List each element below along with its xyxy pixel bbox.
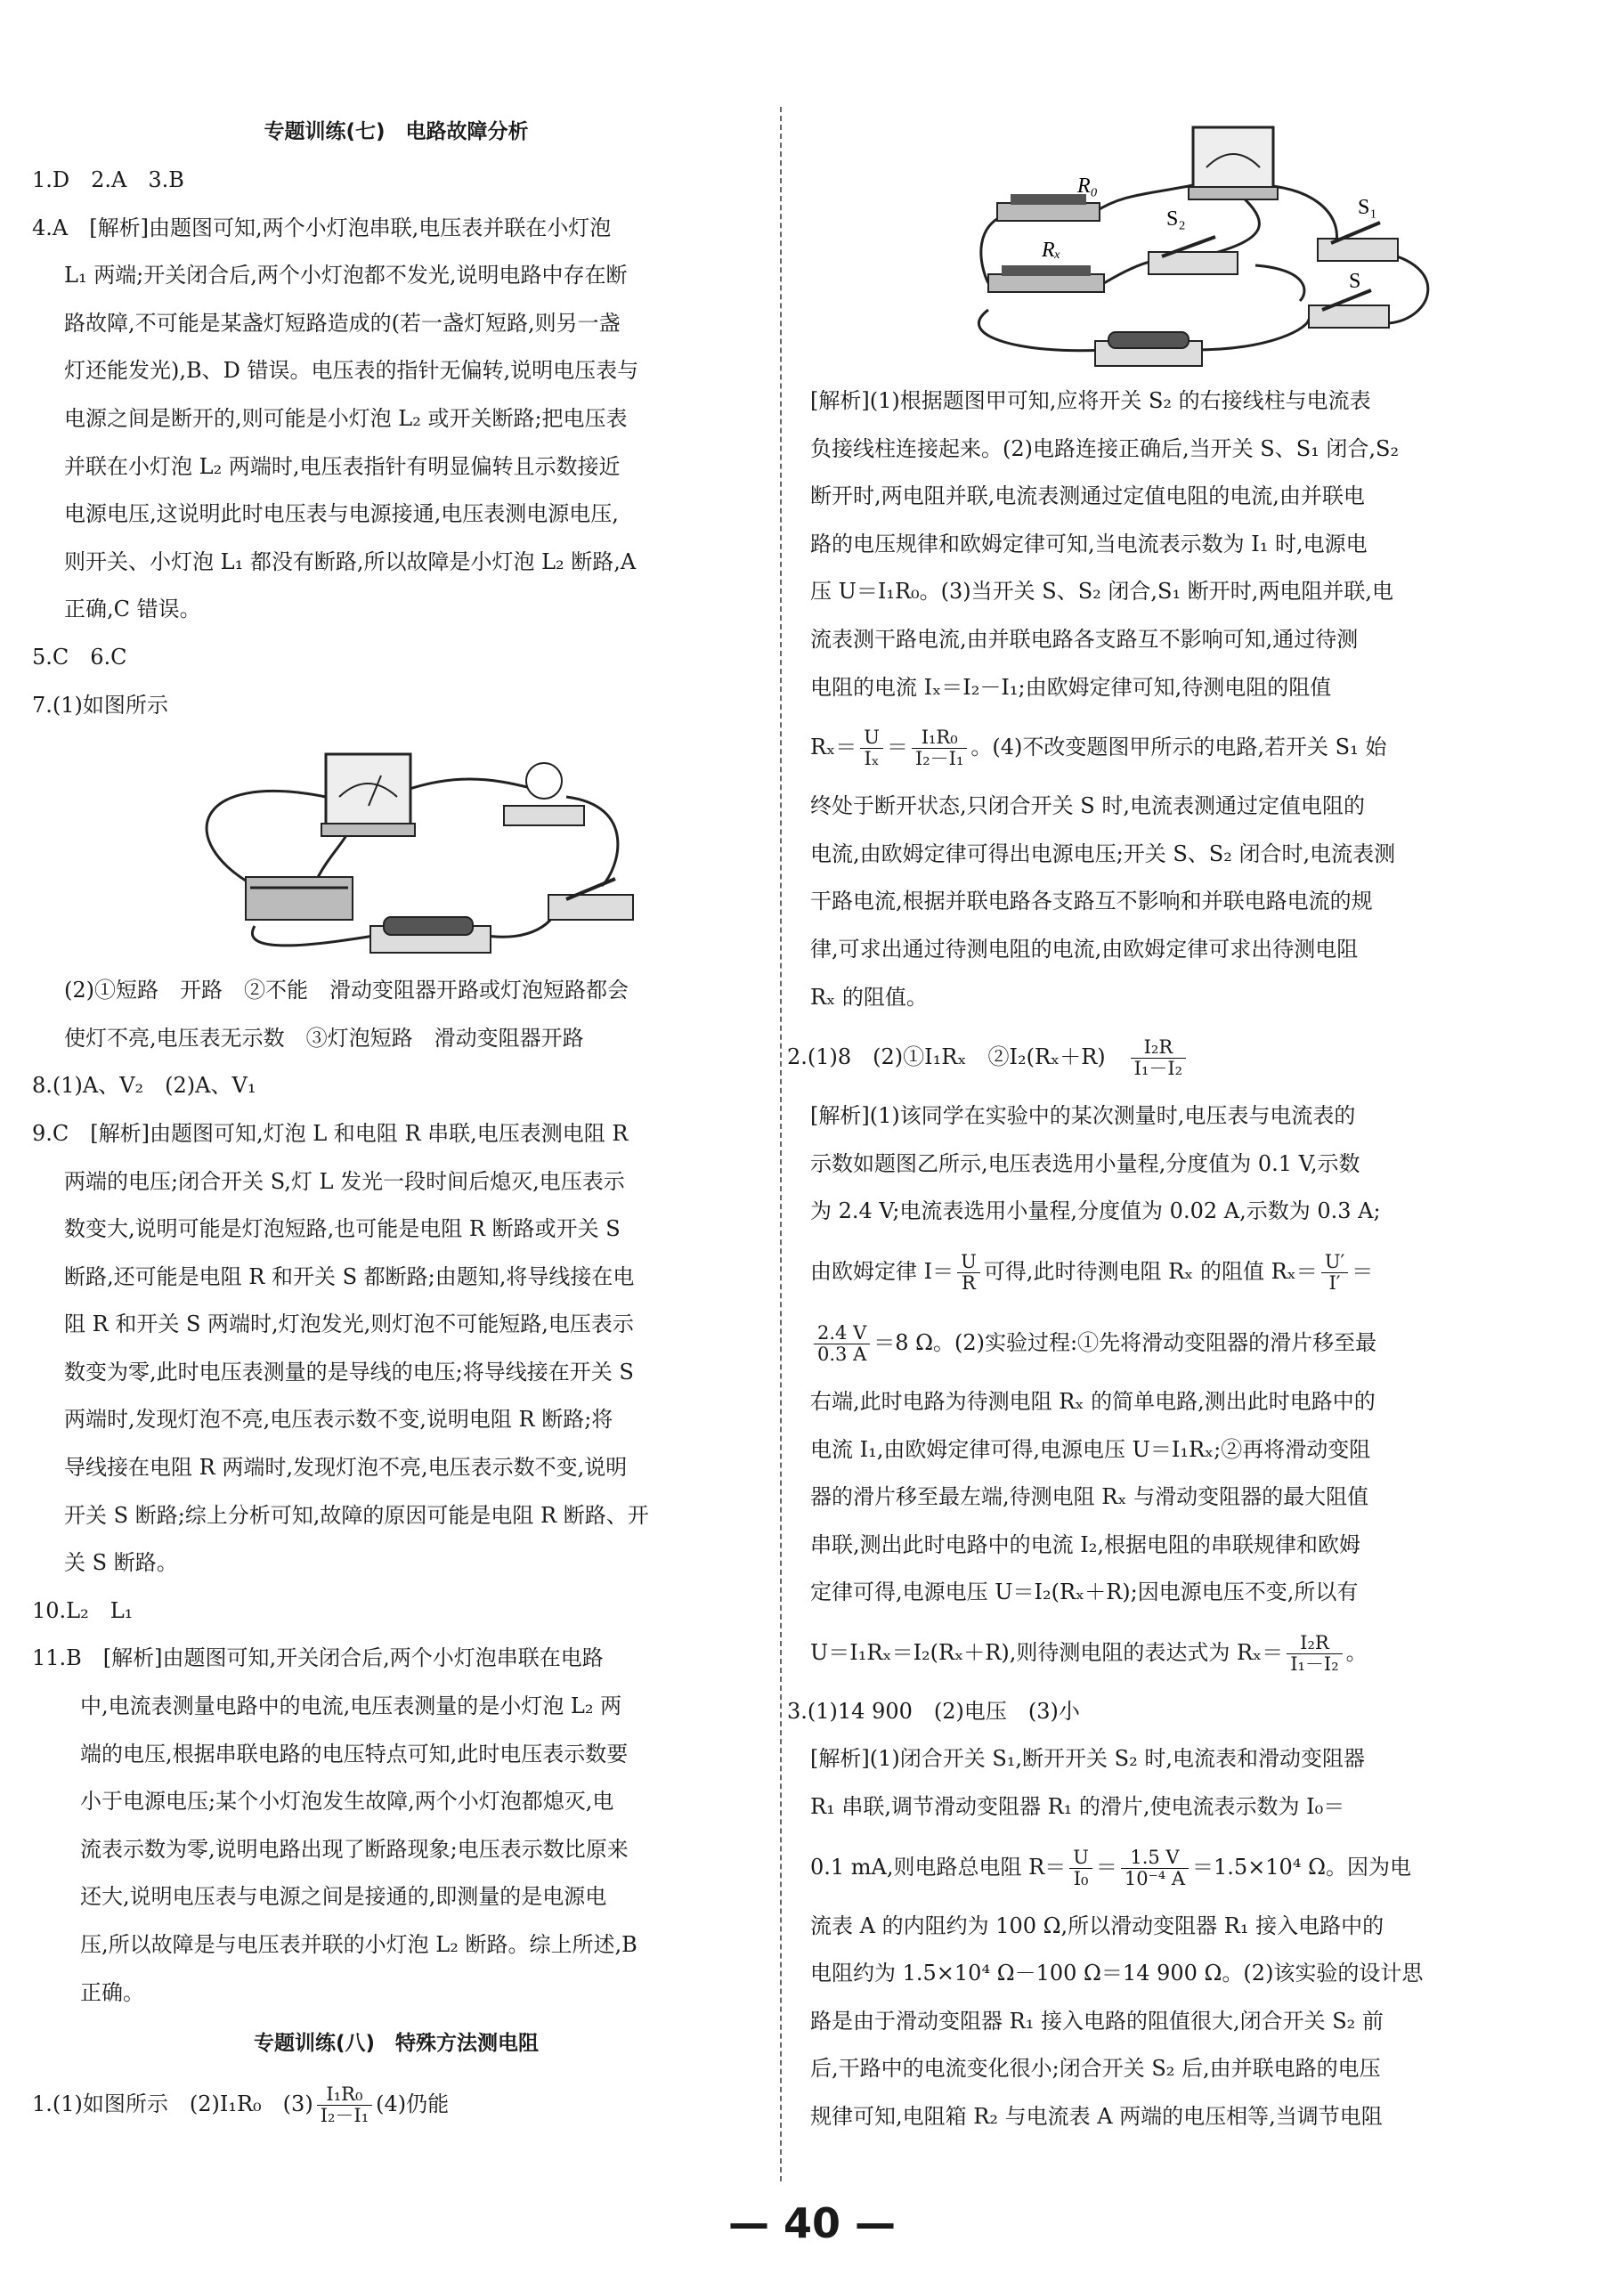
answer-line: L₁ 两端;开关闭合后,两个小灯泡都不发光,说明电路中存在断 bbox=[64, 263, 628, 288]
answer-line bbox=[810, 1307, 1505, 1378]
answer-line: 路是由于滑动变阻器 R₁ 接入电路的阻值很大,闭合开关 S₂ 前 bbox=[810, 2008, 1384, 2034]
answer-text: ＝ bbox=[1352, 1258, 1374, 1284]
answer-line: 电源电压,这说明此时电压表与电源接通,电压表测电源电压, bbox=[64, 501, 619, 527]
circuit-figure-special bbox=[810, 114, 1505, 372]
fraction-numerator: U′ bbox=[1321, 1252, 1348, 1273]
fraction-denominator: I′ bbox=[1328, 1271, 1341, 1294]
answer-line bbox=[810, 1831, 1505, 1903]
fraction-denominator: R bbox=[962, 1271, 976, 1294]
answer-line: 压,所以故障是与电压表并联的小灯泡 L₂ 断路。综上所述,B bbox=[80, 1932, 637, 1957]
answer-line: 路的电压规律和欧姆定律可知,当电流表示数为 I₁ 时,电源电 bbox=[810, 531, 1368, 556]
fraction bbox=[1069, 1848, 1092, 1889]
answer-line: 示数如题图乙所示,电压表选用小量程,分度值为 0.1 V,示数 bbox=[810, 1150, 1360, 1176]
answer-line: [解析](1)闭合开关 S₁,断开开关 S₂ 时,电流表和滑动变阻器 bbox=[810, 1746, 1365, 1772]
answer-line: 流表测干路电流,由并联电路各支路互不影响可知,通过待测 bbox=[810, 626, 1359, 652]
fraction bbox=[1121, 1848, 1189, 1889]
answer-line: 断开时,两电阻并联,电流表测通过定值电阻的电流,由并联电 bbox=[810, 483, 1365, 509]
answer-line bbox=[810, 1236, 1505, 1307]
answer-line bbox=[787, 1021, 1505, 1092]
answer-line: 还大,说明电压表与电源之间是接通的,即测量的是电源电 bbox=[80, 1884, 607, 1910]
label-s1: S₁ bbox=[1358, 196, 1377, 219]
fraction bbox=[1321, 1252, 1348, 1294]
answer-line: 律,可求出通过待测电阻的电流,由欧姆定律可求出待测电阻 bbox=[810, 936, 1359, 962]
answer-line: 数变大,说明可能是灯泡短路,也可能是电阻 R 断路或开关 S bbox=[64, 1216, 621, 1242]
answer-text: (4)仍能 bbox=[376, 2091, 450, 2117]
fraction-numerator: I₂R bbox=[1131, 1037, 1186, 1059]
answer-line: 后,干路中的电流变化很小;闭合开关 S₂ 后,由并联电路的电压 bbox=[810, 2056, 1381, 2082]
circuit-diagram-q7 bbox=[32, 735, 760, 962]
answer-text: 1.(1)如图所示 (2)I₁R₀ (3) bbox=[32, 2091, 313, 2117]
answer-line: 4.A [解析]由题图可知,两个小灯泡串联,电压表并联在小灯泡 bbox=[32, 215, 612, 240]
answer-text: U＝I₁Rₓ＝I₂(Rₓ＋R),则待测电阻的表达式为 Rₓ＝ bbox=[810, 1639, 1284, 1665]
answer-line: 8.(1)A、V₂ (2)A、V₁ bbox=[32, 1073, 256, 1099]
fraction-denominator: I₂－I₁ bbox=[914, 748, 964, 770]
fraction-numerator: I₁R₀ bbox=[317, 2084, 372, 2106]
answer-line: 串联,测出此时电路中的电流 I₂,根据电阻的串联规律和欧姆 bbox=[810, 1531, 1360, 1557]
fraction bbox=[860, 727, 883, 769]
label-s2: S₂ bbox=[1166, 207, 1186, 231]
answer-line: 10.L₂ L₁ bbox=[32, 1597, 134, 1623]
right-column bbox=[787, 105, 1505, 2141]
answer-line: 终处于断开状态,只闭合开关 S 时,电流表测通过定值电阻的 bbox=[810, 793, 1365, 819]
answer-text: Rₓ＝ bbox=[810, 735, 857, 760]
answer-line: 为 2.4 V;电流表选用小量程,分度值为 0.02 A,示数为 0.3 A; bbox=[810, 1198, 1381, 1224]
answer-line bbox=[810, 711, 1505, 783]
column-divider bbox=[780, 107, 782, 2181]
fraction-numerator: 2.4 V bbox=[814, 1323, 870, 1344]
answer-line: 定律可得,电源电压 U＝I₂(Rₓ＋R);因电源电压不变,所以有 bbox=[810, 1580, 1359, 1605]
answer-text: 0.1 mA,则电路总电阻 R＝ bbox=[810, 1854, 1067, 1880]
answer-line: 路故障,不可能是某盏灯短路造成的(若一盏灯短路,则另一盏 bbox=[64, 310, 621, 336]
circuit-figure-q7 bbox=[32, 735, 760, 962]
answer-line: 压 U＝I₁R₀。(3)当开关 S、S₂ 闭合,S₁ 断开时,两电阻并联,电 bbox=[810, 579, 1393, 605]
answer-line: 开关 S 断路;综上分析可知,故障的原因可能是电阻 R 断路、开 bbox=[64, 1502, 649, 1528]
fraction-denominator: 0.3 A bbox=[817, 1343, 867, 1365]
answer-text: 。 bbox=[1345, 1639, 1368, 1665]
label-s: S bbox=[1349, 270, 1361, 293]
answer-line: 关 S 断路。 bbox=[64, 1550, 178, 1576]
answer-line: 电阻约为 1.5×10⁴ Ω－100 Ω＝14 900 Ω。(2)该实验的设计思 bbox=[810, 1961, 1424, 1986]
answer-line: 两端时,发现灯泡不亮,电压表示数不变,说明电阻 R 断路;将 bbox=[64, 1407, 613, 1433]
page-number: — 40 — bbox=[727, 2199, 897, 2247]
circuit-diagram-special bbox=[810, 114, 1505, 372]
answer-line: 流表 A 的内阻约为 100 Ω,所以滑动变阻器 R₁ 接入电路中的 bbox=[810, 1913, 1384, 1938]
fraction-denominator: Iₓ bbox=[864, 748, 880, 770]
answer-line: 导线接在电阻 R 两端时,发现灯泡不亮,电压表示数不变,说明 bbox=[64, 1455, 628, 1481]
fraction bbox=[1131, 1037, 1186, 1079]
answer-line: 电流,由欧姆定律可得出电源电压;开关 S、S₂ 闭合时,电流表测 bbox=[810, 841, 1396, 866]
answer-text: 。(4)不改变题图甲所示的电路,若开关 S₁ 始 bbox=[970, 735, 1387, 760]
left-column bbox=[32, 105, 760, 2140]
answer-line: 流表示数为零,说明电路出现了断路现象;电压表示数比原来 bbox=[80, 1836, 629, 1862]
section-title-8: 专题训练(八) 特殊方法测电阻 bbox=[253, 2032, 540, 2056]
answer-text: 可得,此时待测电阻 Rₓ 的阻值 Rₓ＝ bbox=[983, 1258, 1318, 1284]
fraction-numerator: U bbox=[1069, 1848, 1092, 1869]
answer-text: 2.(1)8 (2)①I₁Rₓ ②I₂(Rₓ＋R) bbox=[787, 1044, 1127, 1070]
answer-line: 电流 I₁,由欧姆定律可得,电源电压 U＝I₁Rₓ;②再将滑动变阻 bbox=[810, 1436, 1371, 1462]
fraction-numerator: U bbox=[957, 1252, 980, 1273]
answer-line: (2)①短路 开路 ②不能 滑动变阻器开路或灯泡短路都会 bbox=[64, 978, 629, 1003]
fraction-denominator: I₁－I₂ bbox=[1290, 1653, 1339, 1675]
label-r0: R₀ bbox=[1077, 175, 1099, 198]
answer-line: 断路,还可能是电阻 R 和开关 S 都断路;由题知,将导线接在电 bbox=[64, 1263, 635, 1289]
answer-line: 数变为零,此时电压表测量的是导线的电压;将导线接在开关 S bbox=[64, 1359, 634, 1385]
answer-line: 1.D 2.A 3.B bbox=[32, 167, 184, 192]
answer-line: 则开关、小灯泡 L₁ 都没有断路,所以故障是小灯泡 L₂ 断路,A bbox=[64, 548, 637, 574]
answer-line: [解析](1)该同学在实验中的某次测量时,电压表与电流表的 bbox=[810, 1103, 1356, 1129]
answer-text: ＝ bbox=[886, 735, 908, 760]
answer-line: 器的滑片移至最左端,待测电阻 Rₓ 与滑动变阻器的最大阻值 bbox=[810, 1484, 1369, 1510]
answer-line: 9.C [解析]由题图可知,灯泡 L 和电阻 R 串联,电压表测电阻 R bbox=[32, 1120, 629, 1146]
fraction bbox=[957, 1252, 980, 1294]
fraction-denominator: I₀ bbox=[1073, 1867, 1089, 1889]
label-rx: Rₓ bbox=[1042, 239, 1061, 262]
answer-line bbox=[32, 2068, 760, 2140]
section-title-7: 专题训练(七) 电路故障分析 bbox=[264, 120, 529, 143]
answer-line: 5.C 6.C bbox=[32, 644, 127, 670]
answer-line: [解析](1)根据题图甲可知,应将开关 S₂ 的右接线柱与电流表 bbox=[810, 388, 1371, 413]
answer-line: 灯还能发光),B、D 错误。电压表的指针无偏转,说明电压表与 bbox=[64, 358, 639, 384]
answer-line: 11.B [解析]由题图可知,开关闭合后,两个小灯泡串联在电路 bbox=[32, 1645, 604, 1671]
answer-line: 正确,C 错误。 bbox=[64, 597, 201, 622]
answer-line: 阻 R 和开关 S 两端时,灯泡发光,则灯泡不可能短路,电压表示 bbox=[64, 1312, 634, 1337]
answer-line: 中,电流表测量电路中的电流,电压表测量的是小灯泡 L₂ 两 bbox=[80, 1693, 622, 1719]
fraction-numerator: 1.5 V bbox=[1121, 1848, 1189, 1869]
answer-text: ＝1.5×10⁴ Ω。因为电 bbox=[1192, 1854, 1411, 1880]
answer-line: 3.(1)14 900 (2)电压 (3)小 bbox=[787, 1698, 1080, 1724]
answer-line: 右端,此时电路为待测电阻 Rₓ 的简单电路,测出此时电路中的 bbox=[810, 1388, 1376, 1414]
fraction-numerator: I₂R bbox=[1287, 1633, 1342, 1654]
fraction-denominator: I₁－I₂ bbox=[1133, 1058, 1183, 1080]
fraction bbox=[1287, 1633, 1342, 1675]
fraction bbox=[814, 1323, 870, 1365]
answer-line: 使灯不亮,电压表无示数 ③灯泡短路 滑动变阻器开路 bbox=[64, 1025, 584, 1051]
fraction bbox=[912, 727, 967, 769]
answer-line: 并联在小灯泡 L₂ 两端时,电压表指针有明显偏转且示数接近 bbox=[64, 453, 621, 479]
answer-line: 干路电流,根据并联电路各支路互不影响和并联电路电流的规 bbox=[810, 889, 1373, 914]
answer-text: 由欧姆定律 I＝ bbox=[810, 1258, 954, 1284]
answer-line: 端的电压,根据串联电路的电压特点可知,此时电压表示数要 bbox=[80, 1741, 629, 1766]
fraction-numerator: U bbox=[860, 727, 883, 749]
answer-line: 电阻的电流 Iₓ＝I₂－I₁;由欧姆定律可知,待测电阻的阻值 bbox=[810, 674, 1332, 700]
answer-text: ＝ bbox=[1095, 1854, 1117, 1880]
fraction-denominator: 10⁻⁴ A bbox=[1124, 1867, 1185, 1889]
answer-line: 7.(1)如图所示 bbox=[32, 692, 168, 718]
answer-line: 正确。 bbox=[80, 1979, 144, 2005]
answer-line bbox=[810, 1617, 1505, 1688]
fraction-denominator: I₂－I₁ bbox=[320, 2105, 369, 2127]
answer-line: R₁ 串联,调节滑动变阻器 R₁ 的滑片,使电流表示数为 I₀＝ bbox=[810, 1794, 1345, 1820]
answer-line: 规律可知,电阻箱 R₂ 与电流表 A 两端的电压相等,当调节电阻 bbox=[810, 2104, 1383, 2130]
answer-line: 电源之间是断开的,则可能是小灯泡 L₂ 或开关断路;把电压表 bbox=[64, 405, 628, 431]
answer-line: 小于电源电压;某个小灯泡发生故障,两个小灯泡都熄灭,电 bbox=[80, 1789, 614, 1815]
answer-line: Rₓ 的阻值。 bbox=[810, 984, 928, 1010]
answer-line: 负接线柱连接起来。(2)电路连接正确后,当开关 S、S₁ 闭合,S₂ bbox=[810, 435, 1400, 461]
fraction bbox=[317, 2084, 372, 2126]
answer-text: ＝8 Ω。(2)实验过程:①先将滑动变阻器的滑片移至最 bbox=[873, 1329, 1377, 1355]
fraction-numerator: I₁R₀ bbox=[912, 727, 967, 749]
answer-line: 两端的电压;闭合开关 S,灯 L 发光一段时间后熄灭,电压表示 bbox=[64, 1168, 625, 1194]
